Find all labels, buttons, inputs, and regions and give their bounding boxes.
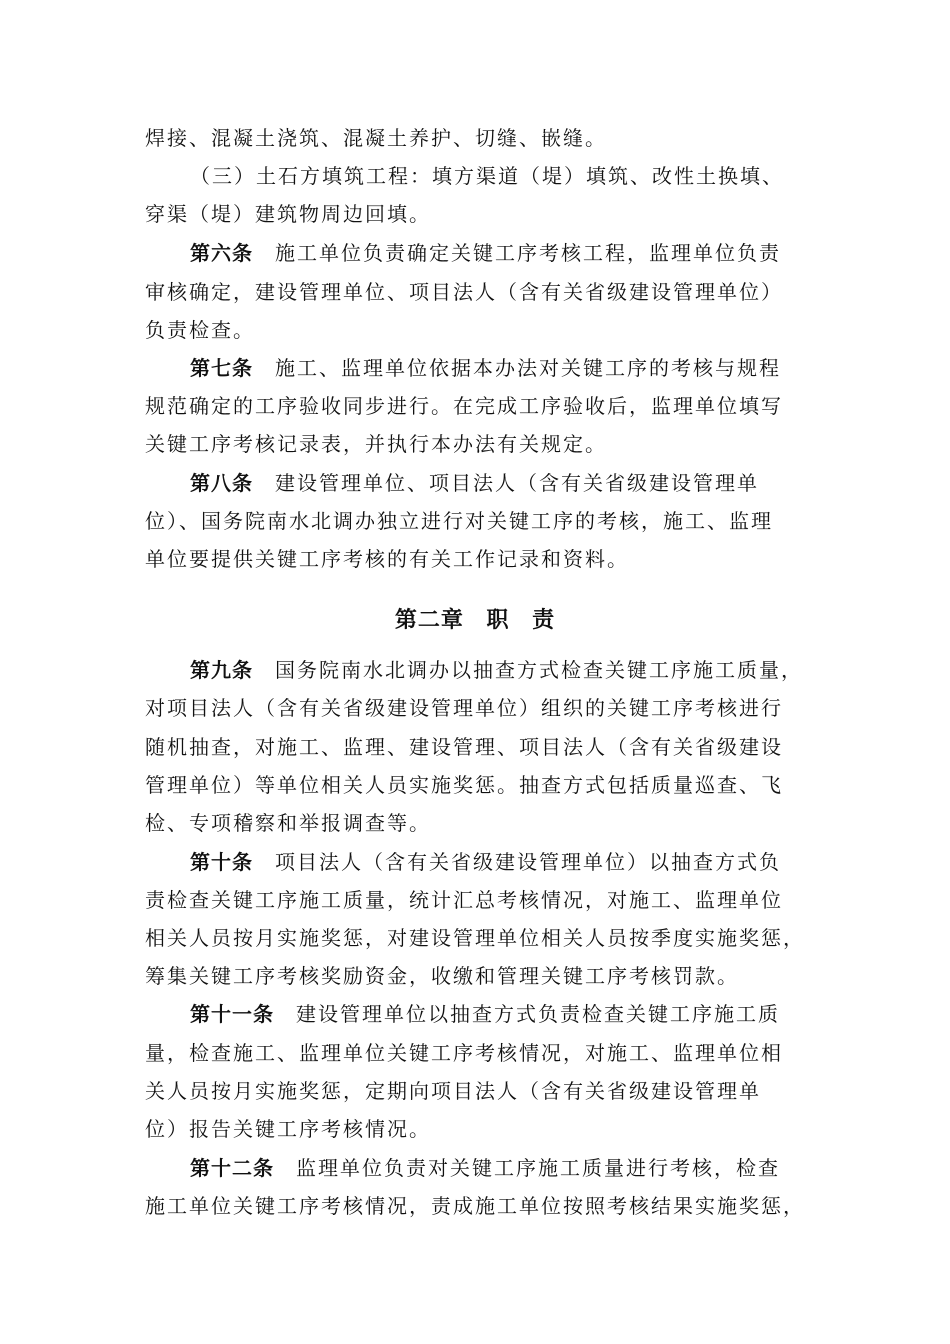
article-12-heading: 第十二条	[190, 1156, 274, 1180]
text-line: 施工单位关键工序考核情况，责成施工单位按照考核结果实施奖惩，	[145, 1194, 805, 1218]
text-line: 建设管理单位、项目法人（含有关省级建设管理单	[275, 471, 759, 495]
text-line: 筹集关键工序考核奖励资金，收缴和管理关键工序考核罚款。	[145, 964, 739, 988]
text-line: 关键工序考核记录表，并执行本办法有关规定。	[145, 432, 607, 456]
article-11-heading: 第十一条	[190, 1002, 274, 1026]
text-line: 关人员按月实施奖惩，定期向项目法人（含有关省级建设管理单	[145, 1079, 761, 1103]
text-line: 对项目法人（含有关省级建设管理单位）组织的关键工序考核进行	[145, 696, 783, 720]
text-line: 负责检查。	[145, 318, 255, 342]
text-line: 检、专项稽察和举报调查等。	[145, 811, 431, 835]
article-10-heading: 第十条	[190, 850, 253, 874]
text-line: 量，检查施工、监理单位关键工序考核情况，对施工、监理单位相	[145, 1041, 783, 1065]
text-line: 规范确定的工序验收同步进行。在完成工序验收后，监理单位填写	[145, 394, 783, 418]
article-7-first-line	[190, 354, 781, 382]
text-line: 监理单位负责对关键工序施工质量进行考核，检查	[296, 1156, 780, 1180]
text-line: 焊接、混凝土浇筑、混凝土养护、切缝、嵌缝。	[145, 126, 607, 150]
text-line: 随机抽查，对施工、监理、建设管理、项目法人（含有关省级建设	[145, 735, 783, 759]
text-line: 施工、监理单位依据本办法对关键工序的考核与规程	[275, 356, 781, 380]
text-line: 项目法人（含有关省级建设管理单位）以抽查方式负	[275, 850, 781, 874]
text-line: 位）报告关键工序考核情况。	[145, 1117, 431, 1141]
text-line: 穿渠（堤）建筑物周边回填。	[145, 202, 431, 226]
text-line: 位）、国务院南水北调办独立进行对关键工序的考核，施工、监理	[145, 509, 773, 533]
article-6-heading: 第六条	[190, 241, 253, 265]
text-line: 管理单位）等单位相关人员实施奖惩。抽查方式包括质量巡查、飞	[145, 773, 783, 797]
chapter-title: 第二章 职 责	[394, 608, 556, 633]
text-line: 单位要提供关键工序考核的有关工作记录和资料。	[145, 547, 629, 571]
article-10-first-line	[190, 848, 781, 876]
text-line: 建设管理单位以抽查方式负责检查关键工序施工质	[296, 1002, 780, 1026]
article-8-first-line	[190, 469, 759, 497]
article-9-first-line	[190, 656, 803, 684]
text-line: 施工单位负责确定关键工序考核工程，监理单位负责	[275, 241, 781, 265]
article-12-first-line	[190, 1154, 780, 1182]
text-line: 责检查关键工序施工质量，统计汇总考核情况，对施工、监理单位	[145, 888, 783, 912]
article-7-heading: 第七条	[190, 356, 253, 380]
article-8-heading: 第八条	[190, 471, 253, 495]
text-line: 国务院南水北调办以抽查方式检查关键工序施工质量，	[275, 658, 803, 682]
article-6-first-line	[190, 239, 781, 267]
text-line: 相关人员按月实施奖惩，对建设管理单位相关人员按季度实施奖惩，	[145, 926, 805, 950]
article-11-first-line	[190, 1000, 780, 1028]
text-line: 审核确定，建设管理单位、项目法人（含有关省级建设管理单位）	[145, 280, 783, 304]
article-9-heading: 第九条	[190, 658, 253, 682]
text-line: （三）土石方填筑工程：填方渠道（堤）填筑、改性土换填、	[190, 164, 784, 188]
